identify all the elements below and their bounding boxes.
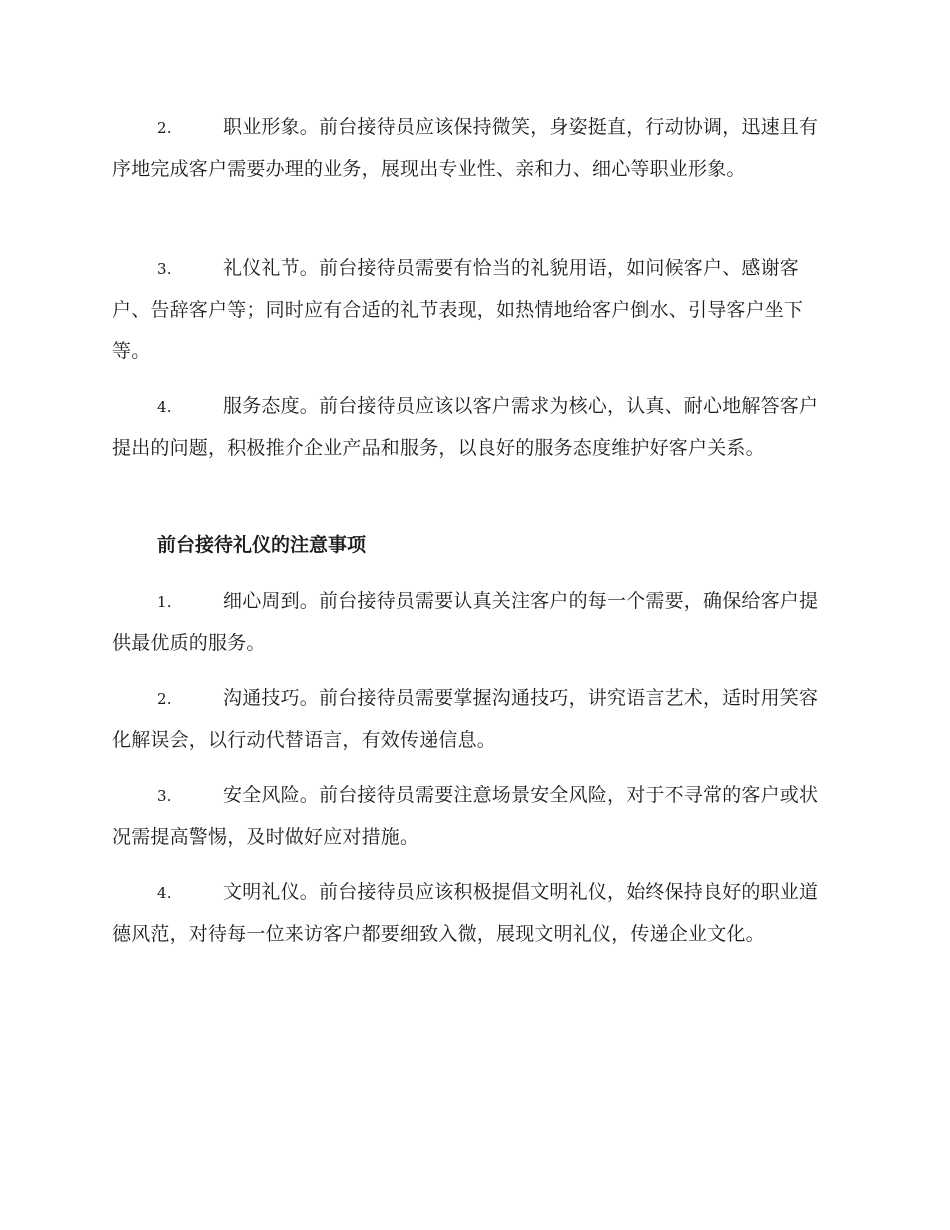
- list-item-professional-image: [112, 107, 834, 190]
- list-item-number: 1.: [157, 593, 172, 611]
- list-item-attentive: [112, 581, 834, 664]
- list-item-number: 2.: [157, 119, 172, 137]
- list-item-civility: [112, 872, 834, 955]
- list-item-etiquette: [112, 248, 834, 372]
- list-item-communication: [112, 678, 834, 761]
- list-item-safety: [112, 775, 834, 858]
- list-item-number: 3.: [157, 787, 172, 805]
- list-item-text: 礼仪礼节。前台接待员需要有恰当的礼貌用语，如问候客户、感谢客户、告辞客户等；同时应有合适的礼节表现，如热情地给客户倒水、引导客户坐下等。: [112, 257, 804, 362]
- list-item-service-attitude: [112, 386, 834, 469]
- list-item-number: 3.: [157, 260, 172, 278]
- list-item-text: 职业形象。前台接待员应该保持微笑，身姿挺直，行动协调，迅速且有序地完成客户需要办理的业务，展现出专业性、亲和力、细心等职业形象。: [112, 116, 819, 180]
- list-item-text: 沟通技巧。前台接待员需要掌握沟通技巧，讲究语言艺术，适时用笑容化解误会，以行动代替语言，有效传递信息。: [112, 687, 819, 751]
- list-item-text: 文明礼仪。前台接待员应该积极提倡文明礼仪，始终保持良好的职业道德风范，对待每一位来访客户都要细致入微，展现文明礼仪，传递企业文化。: [112, 881, 819, 945]
- list-item-text: 服务态度。前台接待员应该以客户需求为核心，认真、耐心地解答客户提出的问题，积极推介企业产品和服务，以良好的服务态度维护好客户关系。: [112, 395, 819, 459]
- list-item-text: 细心周到。前台接待员需要认真关注客户的每一个需要，确保给客户提供最优质的服务。: [112, 590, 819, 654]
- list-item-number: 4.: [157, 398, 172, 416]
- list-item-number: 4.: [157, 884, 172, 902]
- list-item-text: 安全风险。前台接待员需要注意场景安全风险，对于不寻常的客户或状况需提高警惕，及时做好应对措施。: [112, 784, 819, 848]
- list-item-number: 2.: [157, 690, 172, 708]
- section-heading: 前台接待礼仪的注意事项: [157, 534, 367, 556]
